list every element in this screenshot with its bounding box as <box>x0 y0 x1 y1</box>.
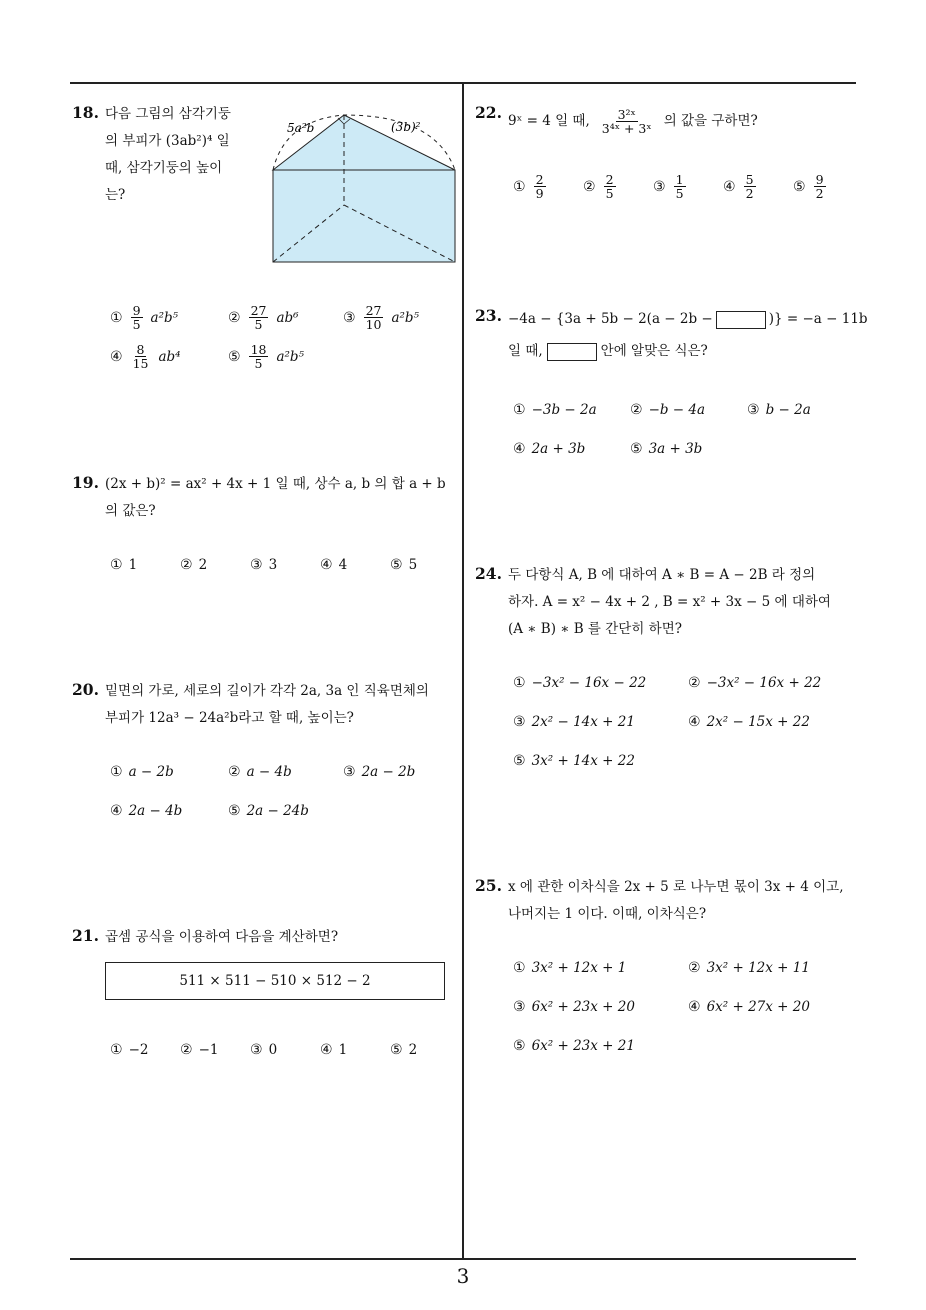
q18-option-3-rest: a²b⁵ <box>391 309 419 326</box>
q19-line-2: 의 값은? <box>105 503 156 519</box>
q25-option-4-text: 6x² + 27x + 20 <box>706 999 810 1015</box>
q24-option-2-mark: ② <box>688 675 701 691</box>
q22-fraction <box>600 108 654 135</box>
q19-option-2-mark: ② <box>180 557 193 573</box>
q24-option-4[interactable] <box>688 714 810 730</box>
q21-option-3-mark: ③ <box>250 1042 263 1058</box>
q22-option-1[interactable] <box>513 173 548 200</box>
q19-option-4-mark: ④ <box>320 557 333 573</box>
q25-option-5[interactable] <box>513 1038 635 1054</box>
q21-option-5[interactable] <box>390 1042 417 1058</box>
q20-option-3-mark: ③ <box>343 764 356 780</box>
q21-option-3[interactable] <box>250 1042 277 1058</box>
q18-option-4-num: 8 <box>136 342 145 357</box>
q21-expression-box: 511 × 511 − 510 × 512 − 2 <box>105 962 445 1000</box>
q20-option-4[interactable] <box>110 803 182 819</box>
q20-option-2-mark: ② <box>228 764 241 780</box>
q20-option-1-mark: ① <box>110 764 123 780</box>
q25-option-3-text: 6x² + 23x + 20 <box>531 999 635 1015</box>
q23-blank-box-2 <box>547 343 597 361</box>
q25-option-1-text: 3x² + 12x + 1 <box>531 960 627 976</box>
q25-line-1: x 에 관한 이차식을 2x + 5 로 나누면 몫이 3x + 4 이고, <box>508 879 844 895</box>
q19-option-2-text: 2 <box>198 557 208 573</box>
q18-option-2-mark: ② <box>228 309 241 326</box>
q20-option-5-text: 2a − 24b <box>246 803 309 819</box>
q19-option-2[interactable] <box>180 557 207 573</box>
q18-option-2-num: 27 <box>250 303 267 318</box>
q21-line-1: 곱셈 공식을 이용하여 다음을 계산하면? <box>105 929 339 945</box>
q22-frac-num: 3²ˣ <box>617 107 636 122</box>
q23-option-4-mark: ④ <box>513 441 526 457</box>
q23-option-5[interactable] <box>630 441 702 457</box>
q20-option-2[interactable] <box>228 764 292 780</box>
triangular-prism-figure <box>265 100 465 270</box>
q22-option-4-den: 2 <box>745 186 754 202</box>
q23-line-2 <box>508 338 708 365</box>
q20-option-3[interactable] <box>343 764 415 780</box>
q18-option-4-den: 15 <box>132 356 149 372</box>
q18-option-1-num: 9 <box>132 303 141 318</box>
q23-option-5-mark: ⑤ <box>630 441 643 457</box>
q24-option-4-mark: ④ <box>688 714 701 730</box>
q23-option-3-mark: ③ <box>747 402 760 418</box>
q18-option-5[interactable] <box>228 343 304 370</box>
q18-option-3[interactable] <box>343 304 419 331</box>
q23-option-4-text: 2a + 3b <box>531 441 586 457</box>
q22-option-5[interactable] <box>793 173 828 200</box>
q23-line2-pre: 일 때, <box>508 343 543 359</box>
q23-option-2[interactable] <box>630 402 705 418</box>
q18-text <box>105 101 231 209</box>
q20-option-2-text: a − 4b <box>246 764 292 780</box>
q22-option-1-mark: ① <box>513 178 526 195</box>
q18-option-5-mark: ⑤ <box>228 348 241 365</box>
q19-option-5[interactable] <box>390 557 417 573</box>
q25-option-1[interactable] <box>513 960 626 976</box>
q21-option-2[interactable] <box>180 1042 218 1058</box>
q25-option-1-mark: ① <box>513 960 526 976</box>
q22-option-5-mark: ⑤ <box>793 178 806 195</box>
q18-option-1-mark: ① <box>110 309 123 326</box>
q18-option-4-rest: ab⁴ <box>158 348 181 365</box>
q22-option-2-num: 2 <box>605 172 614 187</box>
q21-option-4-text: 1 <box>338 1042 348 1058</box>
page-number: 3 <box>456 1264 470 1288</box>
q23-option-1-text: −3b − 2a <box>531 402 597 418</box>
q22-option-4-num: 5 <box>745 172 754 187</box>
q22-option-5-den: 2 <box>815 186 824 202</box>
q24-option-2[interactable] <box>688 675 821 691</box>
q18-option-3-num: 27 <box>365 303 382 318</box>
q22-option-2-mark: ② <box>583 178 596 195</box>
q18-option-2-den: 5 <box>254 317 263 333</box>
q20-line-1: 밑면의 가로, 세로의 길이가 각각 2a, 3a 인 직육면체의 <box>105 683 429 699</box>
q24-option-1[interactable] <box>513 675 646 691</box>
q22-number: 22. <box>475 103 502 122</box>
q22-option-2[interactable] <box>583 173 618 200</box>
bottom-rule <box>70 1258 856 1260</box>
q25-option-5-mark: ⑤ <box>513 1038 526 1054</box>
q22-text <box>508 108 758 135</box>
q24-option-2-text: −3x² − 16x + 22 <box>706 675 822 691</box>
q21-option-1[interactable] <box>110 1042 148 1058</box>
q22-option-4[interactable] <box>723 173 758 200</box>
q21-option-1-text: −2 <box>128 1042 149 1058</box>
q21-option-2-mark: ② <box>180 1042 193 1058</box>
q24-option-1-mark: ① <box>513 675 526 691</box>
q24-line-1: 두 다항식 A, B 에 대하여 A ∗ B = A − 2B 라 정의 <box>508 567 816 583</box>
q19-option-3[interactable] <box>250 557 277 573</box>
q20-option-4-text: 2a − 4b <box>128 803 183 819</box>
q23-option-3[interactable] <box>747 402 811 418</box>
q24-option-3-mark: ③ <box>513 714 526 730</box>
q23-option-5-text: 3a + 3b <box>648 441 703 457</box>
q24-line-2: 하자. A = x² − 4x + 2 , B = x² + 3x − 5 에 대하여 <box>508 594 831 610</box>
q18-option-5-rest: a²b⁵ <box>276 348 304 365</box>
q22-frac-den: 3⁴ˣ + 3ˣ <box>601 121 652 137</box>
q21-option-1-mark: ① <box>110 1042 123 1058</box>
q22-option-5-num: 9 <box>815 172 824 187</box>
q19-option-5-text: 5 <box>408 557 418 573</box>
q22-pre: 9ˣ = 4 일 때, <box>508 113 590 130</box>
q18-line-1: 다음 그림의 삼각기둥 <box>105 106 231 122</box>
q20-option-5-mark: ⑤ <box>228 803 241 819</box>
q23-option-1[interactable] <box>513 402 597 418</box>
q24-option-1-text: −3x² − 16x − 22 <box>531 675 647 691</box>
q19-option-1-text: 1 <box>128 557 138 573</box>
q24-option-3[interactable] <box>513 714 635 730</box>
q25-option-3-mark: ③ <box>513 999 526 1015</box>
q25-option-3[interactable] <box>513 999 635 1015</box>
q23-line-1 <box>508 306 868 333</box>
q23-number: 23. <box>475 306 502 325</box>
q18-option-2-rest: ab⁶ <box>276 309 299 326</box>
q25-line-2: 나머지는 1 이다. 이때, 이차식은? <box>508 906 707 922</box>
q18-fig-label-left: 5a²b <box>287 121 315 135</box>
q24-line-3: (A ∗ B) ∗ B 를 간단히 하면? <box>508 621 682 637</box>
q24-option-3-text: 2x² − 14x + 21 <box>531 714 635 730</box>
q22-option-1-den: 9 <box>535 186 544 202</box>
q20-option-3-text: 2a − 2b <box>361 764 416 780</box>
q25-option-4-mark: ④ <box>688 999 701 1015</box>
q24-option-5-text: 3x² + 14x + 22 <box>531 753 635 769</box>
q18-option-5-num: 18 <box>250 342 267 357</box>
q18-line-2: 의 부피가 (3ab²)⁴ 일 <box>105 133 230 149</box>
q24-option-5-mark: ⑤ <box>513 753 526 769</box>
q18-option-3-den: 10 <box>365 317 382 333</box>
q22-option-3-mark: ③ <box>653 178 666 195</box>
q19-text <box>105 471 446 525</box>
q18-line-3: 때, 삼각기둥의 높이 <box>105 160 223 176</box>
q22-option-4-mark: ④ <box>723 178 736 195</box>
q21-option-4-mark: ④ <box>320 1042 333 1058</box>
q18-line-4: 는? <box>105 187 126 203</box>
q18-option-2[interactable] <box>228 304 299 331</box>
q19-option-5-mark: ⑤ <box>390 557 403 573</box>
q23-option-3-text: b − 2a <box>765 402 811 418</box>
q18-option-4[interactable] <box>110 343 181 370</box>
q23-blank-box <box>716 311 766 329</box>
q25-option-2[interactable] <box>688 960 810 976</box>
q19-option-4[interactable] <box>320 557 347 573</box>
q25-number: 25. <box>475 876 502 895</box>
q18-option-1-rest: a²b⁵ <box>150 309 179 326</box>
q19-option-1-mark: ① <box>110 557 123 573</box>
q25-option-5-text: 6x² + 23x + 21 <box>531 1038 635 1054</box>
q19-option-4-text: 4 <box>338 557 348 573</box>
q21-option-5-text: 2 <box>408 1042 418 1058</box>
q20-line-2: 부피가 12a³ − 24a²b라고 할 때, 높이는? <box>105 710 354 726</box>
q23-option-2-text: −b − 4a <box>648 402 706 418</box>
q23-option-4[interactable] <box>513 441 585 457</box>
q21-text <box>105 924 338 951</box>
q19-number: 19. <box>72 473 99 492</box>
q19-option-3-mark: ③ <box>250 557 263 573</box>
q23-expr-right: )} = −a − 11b <box>768 311 868 327</box>
q20-number: 20. <box>72 680 99 699</box>
q25-option-4[interactable] <box>688 999 810 1015</box>
q22-option-2-den: 5 <box>605 186 614 202</box>
q21-number: 21. <box>72 926 99 945</box>
q21-option-4[interactable] <box>320 1042 347 1058</box>
q23-option-1-mark: ① <box>513 402 526 418</box>
q20-option-5[interactable] <box>228 803 309 819</box>
q19-option-1[interactable] <box>110 557 137 573</box>
q20-text <box>105 678 429 732</box>
q23-option-2-mark: ② <box>630 402 643 418</box>
q18-option-3-mark: ③ <box>343 309 356 326</box>
q21-option-3-text: 0 <box>268 1042 278 1058</box>
q25-option-2-mark: ② <box>688 960 701 976</box>
q18-option-1[interactable] <box>110 304 178 331</box>
q21-option-5-mark: ⑤ <box>390 1042 403 1058</box>
q18-option-5-den: 5 <box>254 356 263 372</box>
q20-option-4-mark: ④ <box>110 803 123 819</box>
q20-option-1-text: a − 2b <box>128 764 174 780</box>
q18-option-1-den: 5 <box>132 317 141 333</box>
q24-text <box>508 562 831 643</box>
q21-option-2-text: −1 <box>198 1042 219 1058</box>
q23-expr-left: −4a − {3a + 5b − 2(a − 2b − <box>508 311 713 327</box>
q23-line2-post: 안에 알맞은 식은? <box>600 343 708 359</box>
q22-option-3-den: 5 <box>675 186 684 202</box>
q18-number: 18. <box>72 103 99 122</box>
q24-option-5[interactable] <box>513 753 635 769</box>
q22-post: 의 값을 구하면? <box>663 113 758 130</box>
q24-option-4-text: 2x² − 15x + 22 <box>706 714 810 730</box>
q24-number: 24. <box>475 564 502 583</box>
q18-fig-label-right: (3b)² <box>391 120 421 134</box>
q22-option-3-num: 1 <box>675 172 684 187</box>
q18-option-4-mark: ④ <box>110 348 123 365</box>
q22-option-1-num: 2 <box>535 172 544 187</box>
q19-option-3-text: 3 <box>268 557 278 573</box>
q25-text <box>508 874 844 928</box>
q19-line-1: (2x + b)² = ax² + 4x + 1 일 때, 상수 a, b 의 합 a + b <box>105 476 446 492</box>
q25-option-2-text: 3x² + 12x + 11 <box>706 960 810 976</box>
q22-option-3[interactable] <box>653 173 688 200</box>
q20-option-1[interactable] <box>110 764 174 780</box>
